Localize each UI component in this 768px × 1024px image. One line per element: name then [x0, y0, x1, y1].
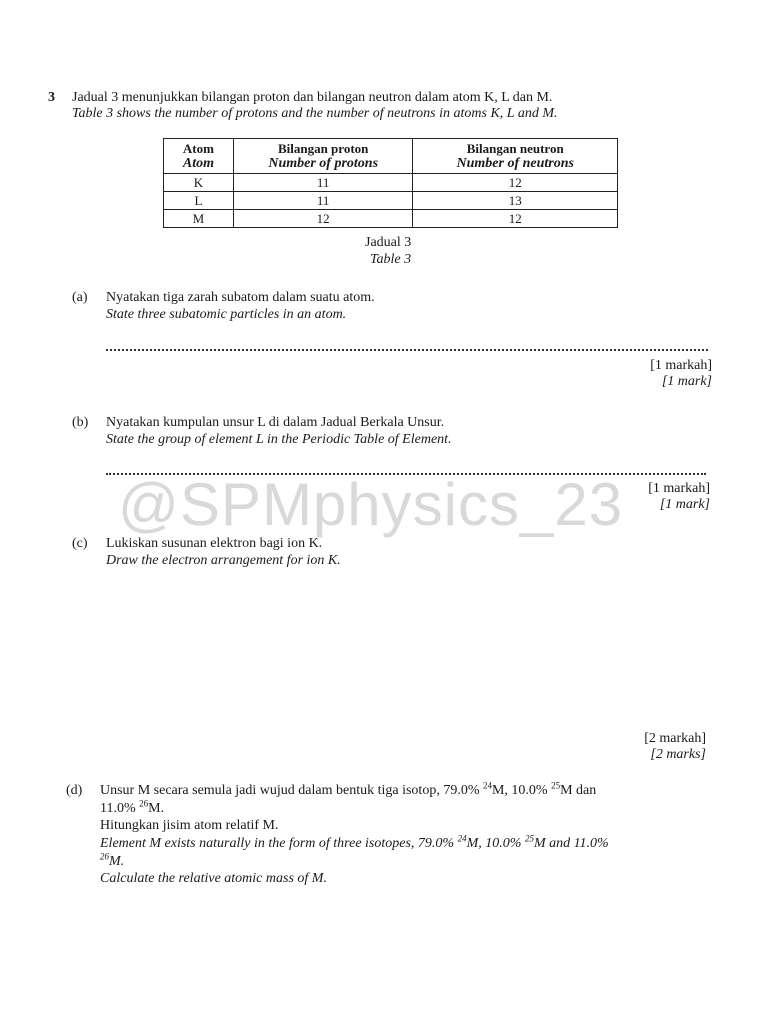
part-d-malay-line2	[100, 798, 165, 817]
part-b-label: (b)	[72, 415, 89, 430]
part-d-english-line2	[100, 851, 125, 870]
part-c-marks-ms: [2 markah]	[644, 731, 706, 746]
cell-atom: K	[164, 174, 234, 192]
isotope-26-text-en: M.	[109, 854, 125, 869]
part-c-marks-en: [2 marks]	[650, 747, 706, 762]
isotope-24-mass-en: 24	[457, 833, 467, 844]
table-header-row	[164, 139, 618, 174]
part-c-english: Draw the electron arrangement for ion K.	[106, 553, 341, 568]
cell-protons: 11	[233, 192, 413, 210]
cell-protons: 12	[233, 210, 413, 228]
part-a-english: State three subatomic particles in an atom.	[106, 307, 347, 322]
isotope-24-mass: 24	[482, 780, 492, 791]
part-c-malay: Lukiskan susunan elektron bagi ion K.	[106, 536, 323, 551]
part-d-malay-line1	[100, 780, 704, 799]
table-caption-malay: Jadual 3	[365, 235, 412, 250]
part-b-marks-ms: [1 markah]	[648, 481, 710, 496]
cell-atom: M	[164, 210, 234, 228]
header-atom-en: Atom	[182, 156, 214, 171]
watermark-text: @SPMphysics_23	[118, 471, 624, 538]
part-a-malay: Nyatakan tiga zarah subatom dalam suatu atom.	[106, 290, 375, 305]
part-d-english-line1	[100, 833, 704, 852]
atoms-table	[163, 138, 618, 228]
part-b-marks-en: [1 mark]	[659, 497, 710, 512]
header-protons	[233, 139, 413, 174]
cell-neutrons: 12	[413, 210, 618, 228]
part-d-ms-text2: 11.0%	[100, 801, 140, 816]
header-protons-en: Number of protons	[268, 156, 379, 171]
header-atom	[164, 139, 234, 174]
isotope-26-text: M.	[148, 801, 165, 816]
answer-line-a[interactable]	[106, 349, 708, 351]
header-neutrons-en: Number of neutrons	[456, 156, 574, 171]
part-d-malay-calc: Hitungkan jisim atom relatif M.	[100, 818, 279, 833]
header-neutrons	[413, 139, 618, 174]
part-c-label: (c)	[72, 536, 88, 551]
cell-atom: L	[164, 192, 234, 210]
header-protons-ms: Bilangan proton	[277, 141, 369, 156]
isotope-24-text-en: M, 10.0%	[466, 836, 525, 851]
table-caption-english: Table 3	[370, 252, 412, 267]
cell-neutrons: 12	[413, 174, 618, 192]
table-row	[164, 174, 618, 192]
drawing-area-c[interactable]	[106, 580, 706, 720]
isotope-26-mass-en: 26	[100, 851, 109, 862]
part-a-marks	[560, 358, 712, 390]
isotope-25-text: M dan	[560, 783, 597, 798]
part-a-marks-en: [1 mark]	[661, 374, 712, 389]
part-d-ms-text1: Unsur M secara semula jadi wujud dalam bentuk tiga isotop, 79.0%	[100, 783, 483, 798]
part-d-english-calc: Calculate the relative atomic mass of M.	[100, 871, 327, 886]
isotope-24-text: M, 10.0%	[491, 783, 552, 798]
part-b-english: State the group of element L in the Periodic Table of Element.	[106, 432, 452, 447]
isotope-25-text-en: M and 11.0%	[533, 836, 609, 851]
part-d-en-text1: Element M exists naturally in the form of three isotopes, 79.0%	[100, 836, 458, 851]
table-row	[164, 210, 618, 228]
table-row	[164, 192, 618, 210]
part-a-label: (a)	[72, 290, 88, 305]
cell-protons: 11	[233, 174, 413, 192]
isotope-25-mass: 25	[551, 780, 561, 791]
part-d-label: (d)	[66, 783, 83, 798]
question-number: 3	[48, 90, 55, 105]
part-c-marks	[550, 731, 706, 763]
cell-neutrons: 13	[413, 192, 618, 210]
part-b-malay: Nyatakan kumpulan unsur L di dalam Jadual Berkala Unsur.	[106, 415, 445, 430]
question-intro-malay: Jadual 3 menunjukkan bilangan proton dan bilangan neutron dalam atom K, L dan M.	[72, 90, 553, 105]
question-intro-english: Table 3 shows the number of protons and the number of neutrons in atoms K, L and M.	[72, 106, 558, 121]
part-a-marks-ms: [1 markah]	[650, 358, 712, 373]
isotope-25-mass-en: 25	[524, 833, 534, 844]
answer-area-d[interactable]	[100, 895, 704, 1005]
isotope-26-mass: 26	[139, 798, 149, 809]
header-atom-ms: Atom	[182, 141, 214, 156]
header-neutrons-ms: Bilangan neutron	[466, 141, 564, 156]
